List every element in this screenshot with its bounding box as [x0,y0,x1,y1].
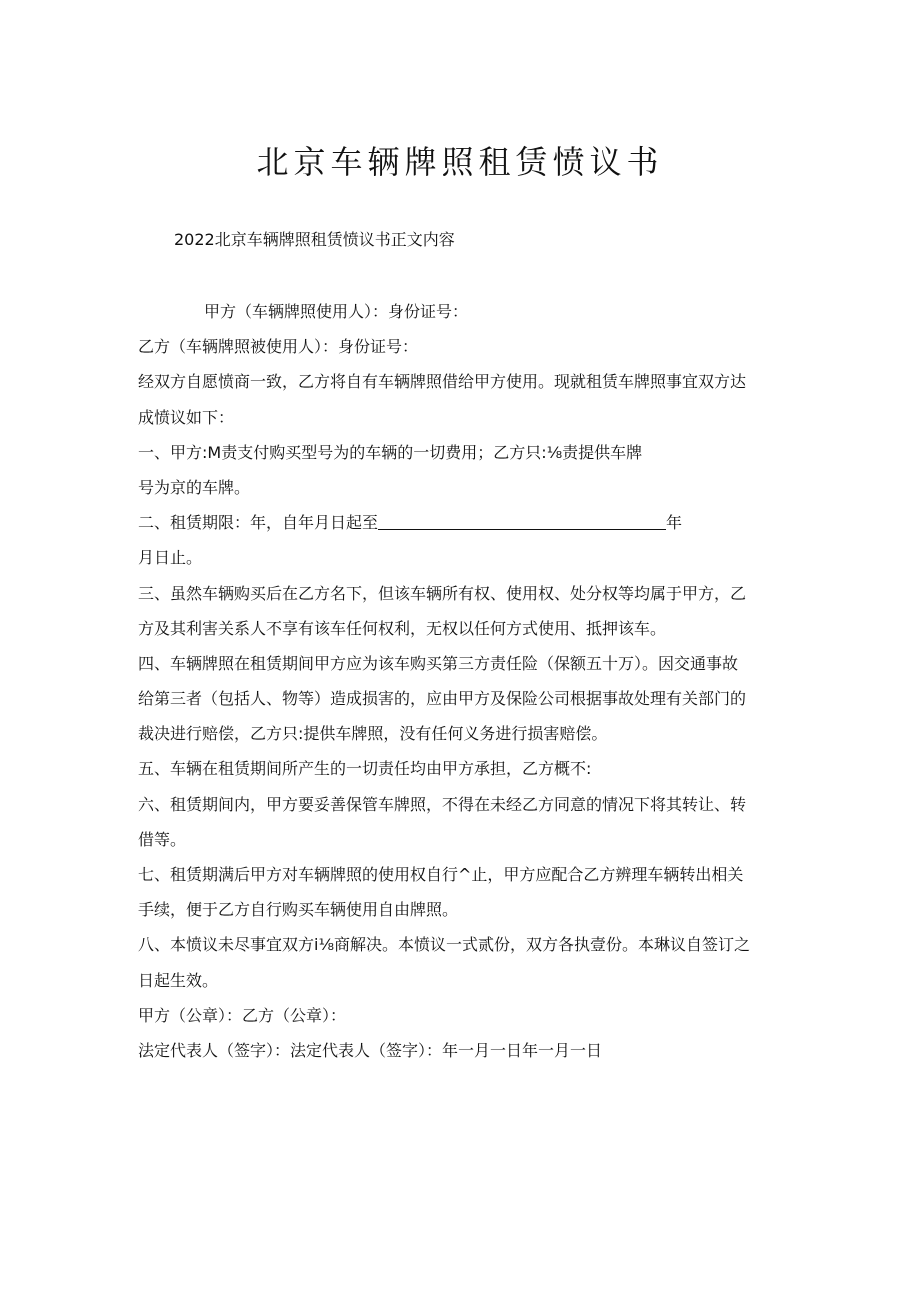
clause-6-text-1: 六、租赁期间内，甲方要妥善保管车牌照，不得在未经乙方同意的情况下将其转让、转 [138,794,747,814]
clause-1-line-1 [138,435,788,470]
clause-6-line-2 [138,822,788,857]
preamble-line-2 [138,400,788,435]
clause-3-line-1 [138,576,788,611]
clause-3-text-1: 三、虽然车辆购买后在乙方名下，但该车辆所有权、使用权、处分权等均属于甲方，乙 [138,583,747,603]
clause-2-year-text: 年 [666,513,683,533]
seal-line [138,998,788,1033]
preamble-text-1: 经双方自愿愤商一致，乙方将自有车辆牌照借给甲方使用。现就租赁车牌照事宜双方达 [138,372,747,392]
document-subtitle: 2022北京车辆牌照租赁愤议书正文内容 [174,230,455,249]
clause-5-text-1: 五、车辆在租赁期间所产生的一切责任均由甲方承担，乙方概不: [138,759,592,779]
document-body [138,294,788,1068]
party-b-text: 乙方（车辆牌照被使用人）：身份证号： [138,337,419,357]
preamble-line-1 [138,364,788,399]
document-title: 北京车辆牌照租赁愤议书 [256,143,664,181]
clause-3-text-2: 方及其利害关系人不享有该车任何权利，无权以任何方式使用、抵押该车。 [138,618,667,638]
party-a-line [138,294,788,329]
clause-8-line-2 [138,963,788,998]
clause-1-line-2 [138,470,788,505]
seal-text: 甲方（公章）：乙方（公章）： [138,1005,347,1025]
clause-5-line-1 [138,751,788,786]
clause-8-line-1 [138,927,788,962]
clause-2-text-2: 月日止。 [138,548,203,568]
clause-7-text-1: 七、租赁期满后甲方对车辆牌照的使用权自行^止，甲方应配合乙方辨理车辆转出相关 [138,865,744,884]
clause-4-text-1: 四、车辆牌照在租赁期间甲方应为该车购买第三方责任险（保额五十万）。因交通事故 [138,653,739,673]
clause-6-text-2: 借等。 [138,829,187,849]
clause-8-text-2: 日起生效。 [138,970,219,990]
clause-4-text-2: 给第三者（包括人、物等）造成损害的，应由甲方及保险公司根据事故处理有关部门的 [138,689,747,709]
clause-1-text-2: 号为京的车牌。 [138,477,251,497]
clause-7-text-2: 手续，便于乙方自行购买车辆使用自由牌照。 [138,900,459,920]
clause-4-line-1 [138,646,788,681]
preamble-text-2: 成愤议如下： [138,407,235,427]
clause-7-line-2 [138,892,788,927]
clause-1-text-1: 一、甲方:M责支付购买型号为的车辆的一切费用；乙方只:⅛责提供车牌 [138,442,643,462]
signature-text: 法定代表人（签字）：法定代表人（签字）：年一月一日年一月一日 [138,1040,603,1060]
blank-underline [378,511,666,530]
clause-8-text-1: 八、本愤议未尽事宜双方i⅛商解决。本愤议一式贰份，双方各执壹份。本琳议自签订之 [138,935,750,955]
clause-7-line-1 [138,857,788,892]
clause-4-text-3: 裁决进行赔偿，乙方只:提供车牌照，没有任何义务进行损害赔偿。 [138,724,608,744]
clause-3-line-2 [138,611,788,646]
party-a-text: 甲方（车辆牌照使用人）：身份证号： [204,302,469,321]
party-b-line [138,329,788,364]
clause-2-line-2 [138,540,788,575]
clause-4-line-3 [138,716,788,751]
clause-6-line-1 [138,787,788,822]
clause-2-line-1 [138,505,788,540]
clause-4-line-2 [138,681,788,716]
signature-line [138,1033,788,1068]
clause-2-text-1: 二、租赁期限：年，自年月日起至 [138,513,379,533]
